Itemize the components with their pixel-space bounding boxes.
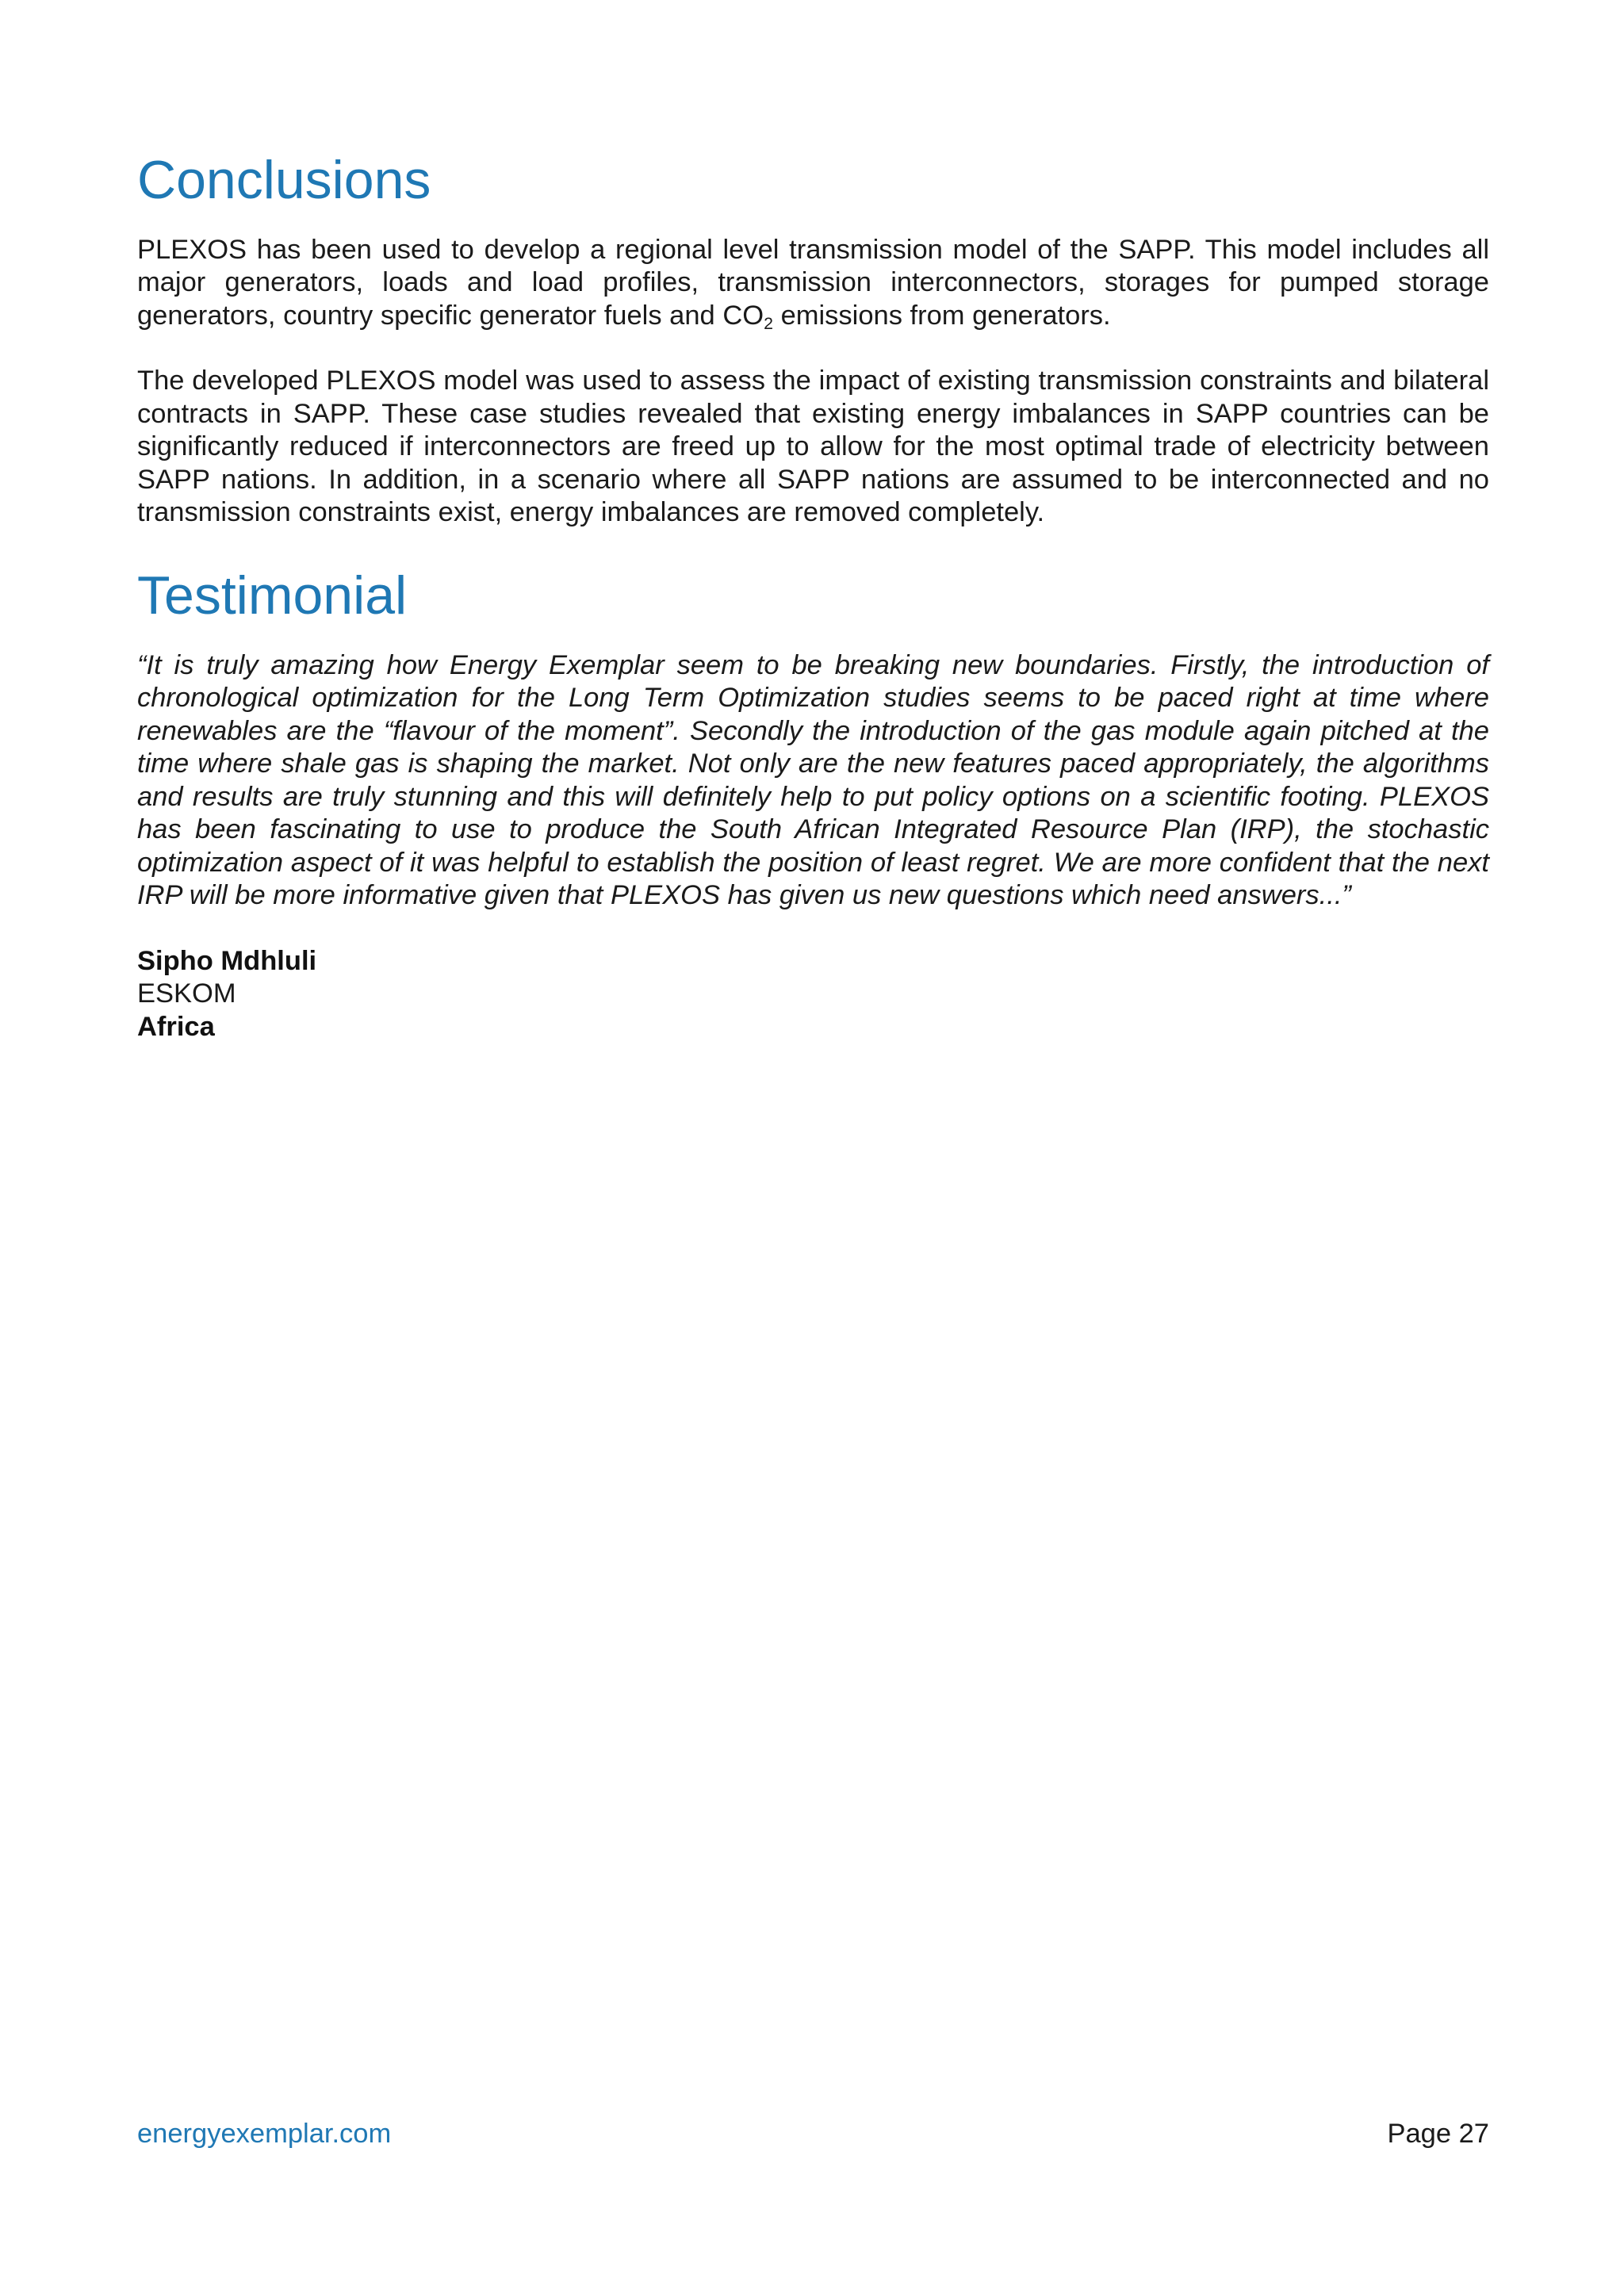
footer-page-number: Page 27	[1387, 2119, 1489, 2149]
conclusions-p1-text: PLEXOS has been used to develop a regional level transmission model of the SAPP. This model includes all major generators, loads and load profiles, transmission interconnectors, storages for pumped storage generators, country specific generator fuels and CO	[137, 234, 1489, 331]
testimonial-heading: Testimonial	[137, 565, 408, 626]
signature-region: Africa	[137, 1011, 215, 1042]
conclusions-paragraph-1	[137, 234, 1489, 333]
page-content	[137, 151, 1489, 1043]
testimonial-quote: “It is truly amazing how Energy Exemplar seem to be breaking new boundaries. Firstly, the introduction of chronological optimization for the Long Term Optimization studies seems to be paced right at time where renewables are the “flavour of the moment”. Secondly the introduction of the gas module again pitched at the time where shale gas is shaping the market. Not only are the new features paced appropriately, the algorithms and results are truly stunning and this will definitely help to put policy options on a scientific footing. PLEXOS has been fascinating to use to produce the South African Integrated Resource Plan (IRP), the stochastic optimization aspect of it was helpful to establish the position of least regret. We are more confident that the next IRP will be more informative given that PLEXOS has given us new questions which need answers...”	[137, 649, 1489, 911]
conclusions-paragraph-2: The developed PLEXOS model was used to assess the impact of existing transmission constraints and bilateral contracts in SAPP. These case studies revealed that existing energy imbalances in SAPP countries can be significantly reduced if interconnectors are freed up to allow for the most optimal trade of electricity between SAPP nations. In addition, in a scenario where all SAPP nations are assumed to be interconnected and no transmission constraints exist, energy imbalances are removed completely.	[137, 366, 1489, 528]
testimonial-signature	[137, 945, 1489, 1044]
footer-website-link[interactable]: energyexemplar.com	[137, 2119, 392, 2149]
conclusions-p1-text-end: emissions from generators.	[772, 300, 1111, 331]
signature-organization: ESKOM	[137, 978, 236, 1009]
signature-name: Sipho Mdhluli	[137, 945, 317, 976]
conclusions-heading: Conclusions	[137, 150, 431, 210]
co2-subscript: 2	[764, 313, 773, 333]
